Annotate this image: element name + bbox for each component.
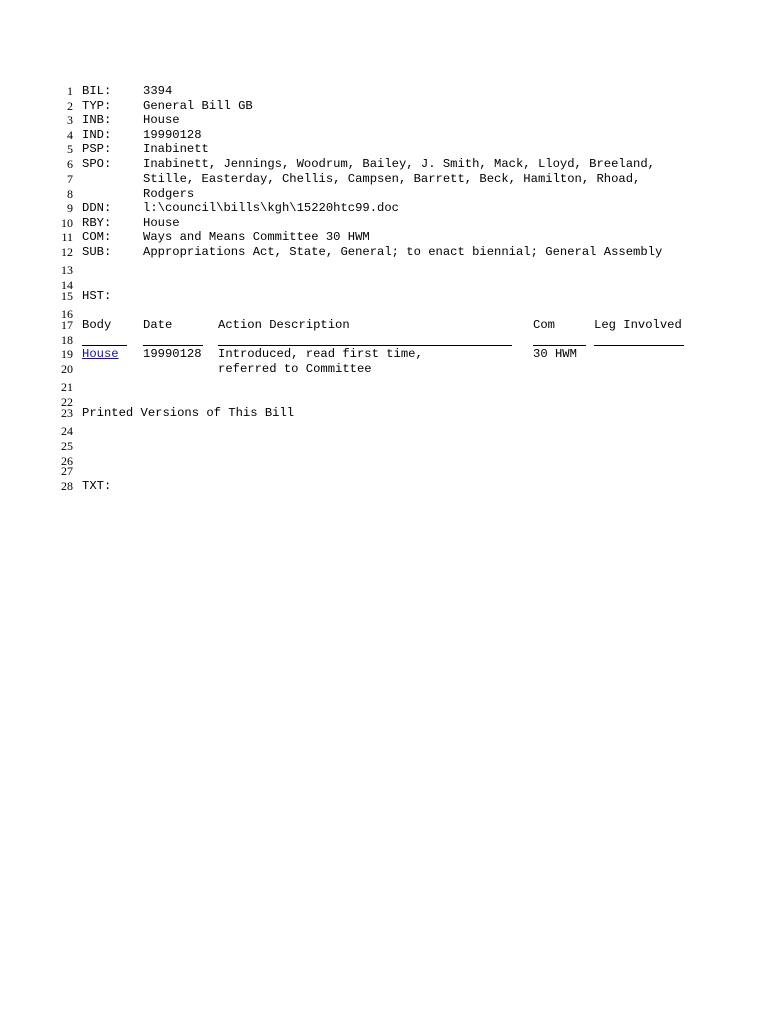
line-number: 1 (67, 84, 73, 98)
line-number: 13 (61, 263, 73, 277)
line-number: 18 (61, 333, 73, 347)
line-number: 23 (61, 406, 73, 420)
line-number: 16 (61, 307, 73, 321)
history-com: 30 HWM (533, 347, 577, 361)
line-number: 12 (61, 245, 73, 259)
history-header-action: Action Description (218, 318, 350, 332)
line-number: 3 (67, 113, 73, 127)
field-value-ddn: l:\council\bills\kgh\15220htc99.doc (143, 201, 399, 215)
field-label-sub: SUB: (82, 245, 112, 259)
field-value-ind: 19990128 (143, 128, 202, 142)
field-label-inb: INB: (82, 113, 112, 127)
header-underline (594, 345, 684, 346)
field-value-rby: House (143, 216, 180, 230)
line-number: 24 (61, 424, 73, 438)
header-underline (533, 345, 586, 346)
field-value-psp: Inabinett (143, 142, 209, 156)
history-action-line: Introduced, read first time, (218, 347, 423, 361)
history-body-link[interactable]: House (82, 347, 119, 361)
line-number: 27 (61, 464, 73, 478)
field-value-com: Ways and Means Committee 30 HWM (143, 230, 370, 244)
history-label: HST: (82, 289, 112, 303)
field-label-bil: BIL: (82, 84, 112, 98)
field-label-ind: IND: (82, 128, 112, 142)
line-number: 10 (61, 216, 73, 230)
line-number: 9 (67, 201, 73, 215)
line-number: 28 (61, 479, 73, 493)
history-header-date: Date (143, 318, 173, 332)
line-number: 11 (61, 230, 73, 244)
line-number: 22 (61, 395, 73, 409)
line-number: 2 (67, 99, 73, 113)
history-header-leg: Leg Involved (594, 318, 682, 332)
header-underline (143, 345, 203, 346)
sponsors-line: Rodgers (143, 187, 195, 201)
field-value-typ: General Bill GB (143, 99, 253, 113)
printed-versions-heading: Printed Versions of This Bill (82, 406, 295, 420)
field-label-rby: RBY: (82, 216, 112, 230)
line-number: 4 (67, 128, 73, 142)
txt-label: TXT: (82, 479, 112, 493)
history-header-body: Body (82, 318, 112, 332)
field-value-inb: House (143, 113, 180, 127)
line-number: 7 (67, 172, 73, 186)
history-action-line: referred to Committee (218, 362, 372, 376)
field-label-spo: SPO: (82, 157, 112, 171)
line-number: 14 (61, 278, 73, 292)
line-number: 21 (61, 380, 73, 394)
line-number: 25 (61, 439, 73, 453)
history-date: 19990128 (143, 347, 202, 361)
line-number: 26 (61, 454, 73, 468)
sponsors-line: Inabinett, Jennings, Woodrum, Bailey, J. Smith, Mack, Lloyd, Breeland, (143, 157, 655, 171)
field-value-bil: 3394 (143, 84, 173, 98)
line-number: 15 (61, 289, 73, 303)
field-label-psp: PSP: (82, 142, 112, 156)
history-header-com: Com (533, 318, 555, 332)
field-value-sub: Appropriations Act, State, General; to enact biennial; General Assembly (143, 245, 663, 259)
line-number: 8 (67, 187, 73, 201)
field-label-com: COM: (82, 230, 112, 244)
header-underline (82, 345, 127, 346)
line-number: 5 (67, 142, 73, 156)
line-number: 20 (61, 362, 73, 376)
field-label-typ: TYP: (82, 99, 112, 113)
sponsors-line: Stille, Easterday, Chellis, Campsen, Barrett, Beck, Hamilton, Rhoad, (143, 172, 641, 186)
header-underline (218, 345, 512, 346)
field-label-ddn: DDN: (82, 201, 112, 215)
line-number: 6 (67, 157, 73, 171)
line-number: 17 (61, 318, 73, 332)
line-number: 19 (61, 347, 73, 361)
